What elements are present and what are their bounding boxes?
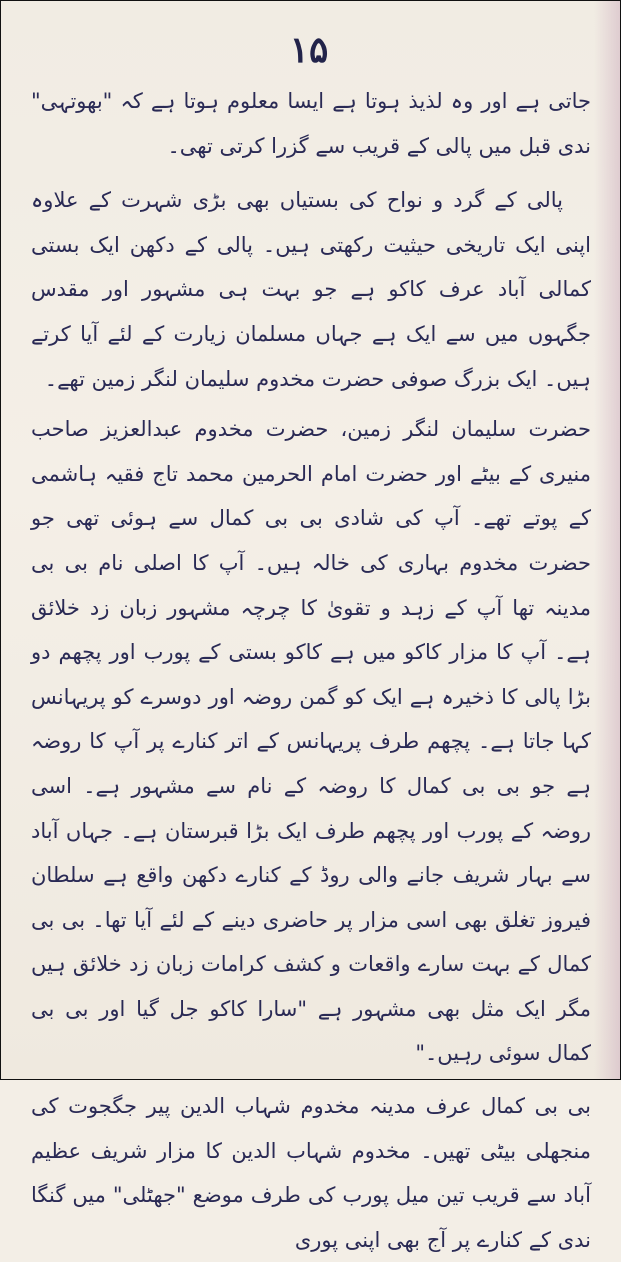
- paragraph-2: پالی کے گرد و نواح کی بستیاں بھی بڑی شہرت کے علاوہ اپنی ایک تاریخی حیثیت رکھتی ہیں۔ پالی کے دکھن ایک بستی کمالی آباد عرف کاکو ہے جو بہت ہی مشہور اور مقدس جگہوں میں سے ایک ہے جہاں مسلمان زیارت کے لئے آیا کرتے ہیں۔ ایک بزرگ صوفی حضرت مخدوم سلیمان لنگر زمین تھے۔: [31, 188, 591, 391]
- page-edge-shadow: [594, 1, 620, 1079]
- urdu-text-body: [31, 79, 591, 1262]
- paragraph-1: جاتی ہے اور وہ لذیذ ہوتا ہے ایسا معلوم ہوتا ہے کہ "بھوتہی" ندی قبل میں پالی کے قریب سے گزرا کرتی تھی۔: [31, 89, 591, 158]
- paragraph-4: بی بی کمال عرف مدینہ مخدوم شہاب الدین پیر جگجوت کی منجھلی بیٹی تھیں۔ مخدوم شہاب الدین کا مزار شریف عظیم آباد سے قریب تین میل پورب کی طرف موضع "جھٹلی" میں گنگا ندی کے کنارے پر آج بھی اپنی پوری: [31, 1094, 591, 1252]
- paragraph-3: حضرت سلیمان لنگر زمین، حضرت مخدوم عبدالعزیز صاحب منیری کے بیٹے اور حضرت امام الحرمین محمد تاج فقیہ ہاشمی کے پوتے تھے۔ آپ کی شادی بی بی کمال سے ہوئی تھی جو حضرت مخدوم بہاری کی خالہ ہیں۔ آپ کا اصلی نام بی بی مدینہ تھا آپ کے زہد و تقویٰ کا چرچہ مشہور زبان زد خلائق ہے۔ آپ کا مزار کاکو میں ہے کاکو بستی کے پورب اور پچھم دو بڑا پالی کا ذخیرہ ہے ایک کو گمن روضہ اور دوسرے کو پریہانس کہا جاتا ہے۔ پچھم طرف پریہانس کے اتر کنارے پر آپ کا روضہ ہے جو بی بی کمال کا روضہ کے نام سے مشہور ہے۔ اسی روضہ کے پورب اور پچھم طرف ایک بڑا قبرستان ہے۔ جہاں آباد سے بہار شریف جانے والی روڈ کے کنارے دکھن واقع ہے سلطان فیروز تغلق بھی اسی مزار پر حاضری دینے کے لئے آیا تھا۔ بی بی کمال کے بہت سارے واقعات و کشف کرامات زبان زد خلائق ہیں مگر ایک مثل بھی مشہور ہے "سارا کاکو جل گیا اور بی بی کمال سوئی رہیں۔": [31, 417, 591, 1066]
- page-number: ۱۵: [289, 29, 329, 71]
